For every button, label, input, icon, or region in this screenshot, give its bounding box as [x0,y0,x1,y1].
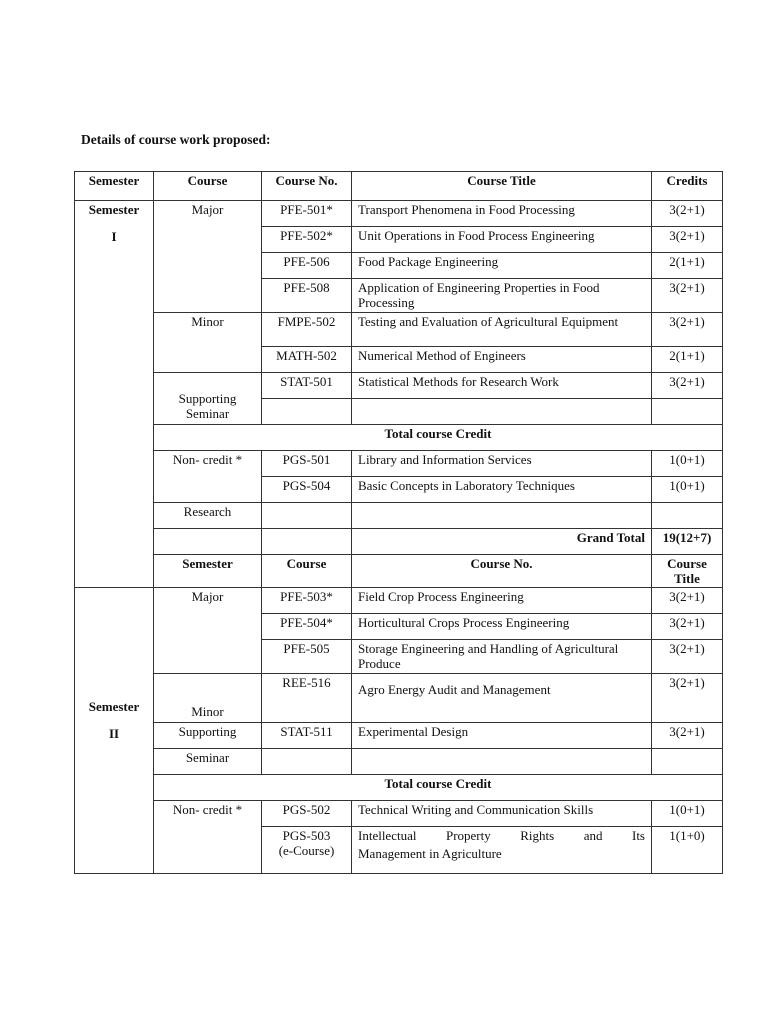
course-no: PFE-502* [262,227,352,253]
course-credits: 1(1+0) [652,827,723,874]
total-credit-row [75,425,723,451]
empty-cell [352,399,652,425]
total-credit-row [75,775,723,801]
course-title: Technical Writing and Communication Skills [352,801,652,827]
course-no: PGS-501 [262,451,352,477]
grand-total-label: Grand Total [352,529,652,555]
empty-cell [262,529,352,555]
course-credits: 1(0+1) [652,801,723,827]
header-course-title: Course Title [652,555,723,588]
course-group-minor: Minor [154,313,262,373]
table-header-row [75,172,723,201]
course-group-noncredit: Non- credit * [154,451,262,503]
course-title: Basic Concepts in Laboratory Techniques [352,477,652,503]
header-semester: Semester [154,555,262,588]
empty-cell [262,503,352,529]
course-group-supporting: Supporting [154,723,262,749]
course-no: FMPE-502 [262,313,352,347]
course-group-major: Major [154,588,262,674]
course-credits: 3(2+1) [652,640,723,674]
course-credits: 3(2+1) [652,279,723,313]
table-row [75,588,723,614]
header-course: Course [262,555,352,588]
header-course: Course [154,172,262,201]
course-title: Intellectual Property Rights and Its Management in Agriculture [352,827,652,874]
course-no: STAT-501 [262,373,352,399]
course-credits: 3(2+1) [652,723,723,749]
course-title: Food Package Engineering [352,253,652,279]
course-no: PFE-506 [262,253,352,279]
course-credits: 3(2+1) [652,227,723,253]
course-title: Testing and Evaluation of Agricultural Equipment [352,313,652,347]
course-table [74,171,723,874]
course-no: PGS-503 (e-Course) [262,827,352,874]
empty-cell [154,529,262,555]
course-title: Storage Engineering and Handling of Agricultural Produce [352,640,652,674]
course-no: REE-516 [262,674,352,723]
course-group-supporting-seminar: Supporting Seminar [154,373,262,425]
course-title: Numerical Method of Engineers [352,347,652,373]
table-row [75,373,723,399]
course-credits: 3(2+1) [652,201,723,227]
page-heading: Details of course work proposed: [81,132,271,147]
course-credits: 1(0+1) [652,451,723,477]
course-title: Field Crop Process Engineering [352,588,652,614]
header-course-no: Course No. [262,172,352,201]
course-credits: 3(2+1) [652,674,723,723]
table-row [75,503,723,529]
table-row [75,313,723,347]
course-title: Horticultural Crops Process Engineering [352,614,652,640]
course-no: PFE-508 [262,279,352,313]
header-course-no: Course No. [352,555,652,588]
header-credits: Credits [652,172,723,201]
course-group-minor: Minor [154,674,262,723]
empty-cell [262,749,352,775]
course-credits: 3(2+1) [652,614,723,640]
course-no: PGS-504 [262,477,352,503]
table-row [75,674,723,723]
course-no: STAT-511 [262,723,352,749]
empty-cell [262,399,352,425]
header-course-title: Course Title [352,172,652,201]
course-title: Library and Information Services [352,451,652,477]
course-credits: 2(1+1) [652,347,723,373]
table-row [75,801,723,827]
grand-total-value: 19(12+7) [652,529,723,555]
course-credits: 3(2+1) [652,373,723,399]
course-title: Transport Phenomena in Food Processing [352,201,652,227]
course-no: PGS-502 [262,801,352,827]
course-group-seminar: Seminar [154,749,262,775]
header-semester: Semester [75,172,154,201]
course-title: Unit Operations in Food Process Engineering [352,227,652,253]
table-row [75,201,723,227]
empty-cell [652,503,723,529]
course-title: Experimental Design [352,723,652,749]
empty-cell [352,503,652,529]
course-no: PFE-504* [262,614,352,640]
course-title: Statistical Methods for Research Work [352,373,652,399]
course-credits: 1(0+1) [652,477,723,503]
course-no: PFE-501* [262,201,352,227]
course-group-noncredit: Non- credit * [154,801,262,874]
empty-cell [652,399,723,425]
course-no: PFE-503* [262,588,352,614]
table-header-row [75,555,723,588]
table-row [75,749,723,775]
course-title: Application of Engineering Properties in Food Processing [352,279,652,313]
total-course-credit-label: Total course Credit [154,425,723,451]
empty-cell [352,749,652,775]
course-group-major: Major [154,201,262,313]
table-row [75,723,723,749]
course-no: PFE-505 [262,640,352,674]
course-credits: 3(2+1) [652,588,723,614]
course-group-research: Research [154,503,262,529]
semester-1-label: Semester I [75,201,154,588]
grand-total-row [75,529,723,555]
course-no: MATH-502 [262,347,352,373]
table-row [75,451,723,477]
course-credits: 2(1+1) [652,253,723,279]
semester-2-label: Semester II [75,588,154,874]
total-course-credit-label: Total course Credit [154,775,723,801]
course-credits: 3(2+1) [652,313,723,347]
empty-cell [652,749,723,775]
course-title: Agro Energy Audit and Management [352,674,652,723]
